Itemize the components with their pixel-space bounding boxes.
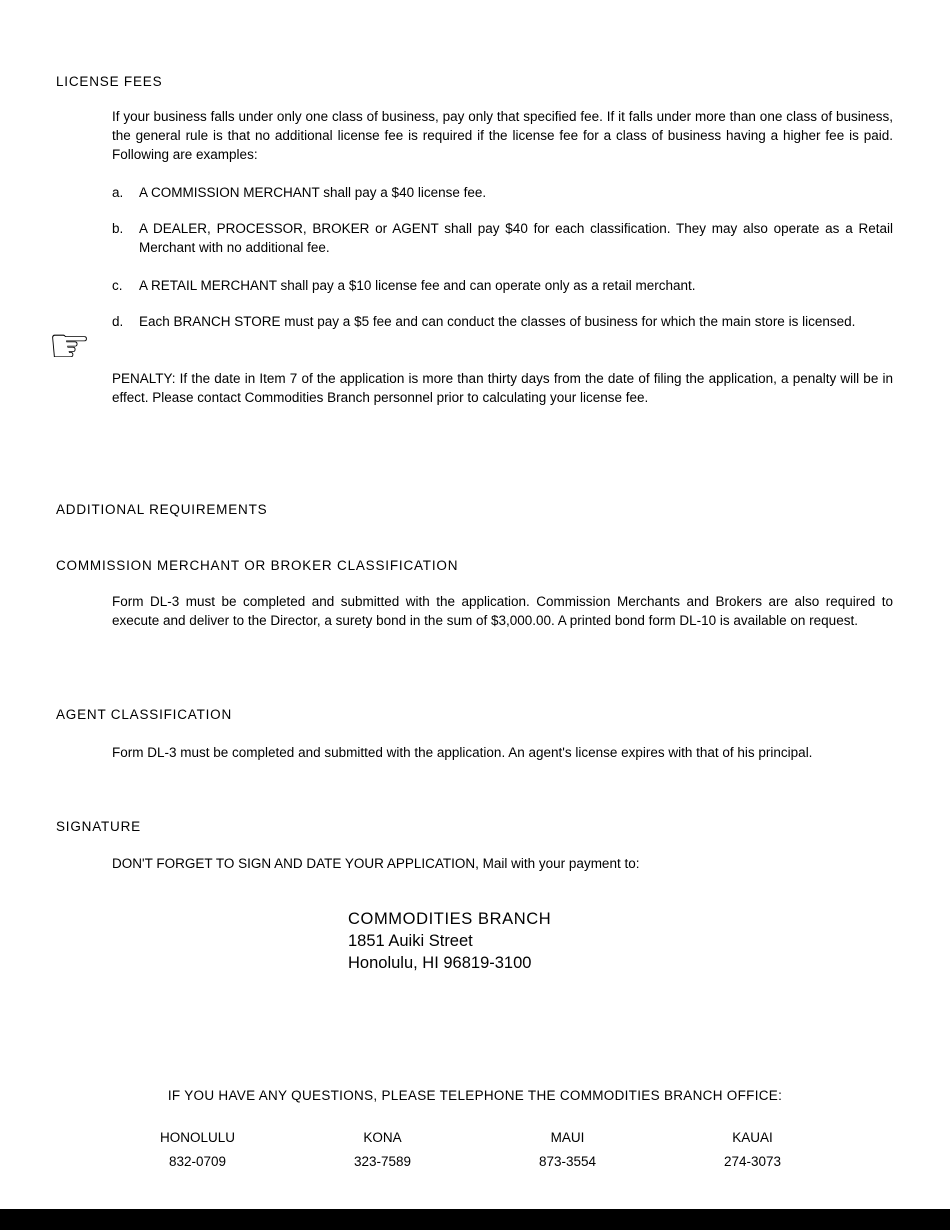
list-item-text: A DEALER, PROCESSOR, BROKER or AGENT shall pay $40 for each classification. They may also operate as a Retail Merchant with no additional fee. [139,221,893,255]
mailing-address-block [348,908,551,974]
list-item-label: b. [112,221,124,236]
license-fees-heading: LICENSE FEES [56,74,163,89]
office-kauai [660,1128,845,1171]
list-item-label: d. [112,314,124,329]
list-item-a [112,183,893,202]
office-phone: 323-7589 [353,1154,412,1169]
address-line-1: COMMODITIES BRANCH [348,910,552,928]
additional-requirements-heading: ADDITIONAL REQUIREMENTS [56,502,268,517]
list-item-d [112,312,893,331]
commission-merchant-heading: COMMISSION MERCHANT OR BROKER CLASSIFICATION [56,558,459,573]
office-phone-table [105,1128,845,1171]
license-fees-intro: If your business falls under only one class of business, pay only that specified fee. If it falls under more than one class of business, the general rule is that no additional license fee is required if the license fee for a class of business having a higher fee is paid. Following are examples: [112,109,893,162]
office-phone: 274-3073 [723,1154,782,1169]
office-phone: 832-0709 [168,1154,227,1169]
pointing-hand-icon: ☞ [48,318,92,374]
list-item-b [112,219,893,257]
office-name: MAUI [550,1130,585,1145]
office-name: HONOLULU [159,1130,235,1145]
signature-instruction: DON'T FORGET TO SIGN AND DATE YOUR APPLICATION, Mail with your payment to: [112,856,640,871]
office-honolulu [105,1128,290,1171]
office-phone: 873-3554 [538,1154,597,1169]
agent-classification-heading: AGENT CLASSIFICATION [56,707,233,722]
office-name: KAUAI [732,1130,773,1145]
agent-classification-paragraph: Form DL-3 must be completed and submitted with the application. An agent's license expires with that of his principal. [112,745,813,760]
address-line-2: 1851 Auiki Street [348,932,473,950]
office-name: KONA [363,1130,402,1145]
list-item-label: c. [112,278,123,293]
list-item-text: A COMMISSION MERCHANT shall pay a $40 license fee. [139,185,487,200]
questions-line: IF YOU HAVE ANY QUESTIONS, PLEASE TELEPHONE THE COMMODITIES BRANCH OFFICE: [167,1088,783,1103]
page-bottom-scan-bar [0,1209,950,1230]
office-kona [290,1128,475,1171]
list-item-c [112,276,893,295]
list-item-text: A RETAIL MERCHANT shall pay a $10 license fee and can operate only as a retail merchant. [139,278,696,293]
list-item-label: a. [112,185,124,200]
penalty-paragraph: PENALTY: If the date in Item 7 of the application is more than thirty days from the date of filing the application, a penalty will be in effect. Please contact Commodities Branch personnel prior to calculating your license fee. [112,371,893,405]
commission-merchant-paragraph: Form DL-3 must be completed and submitted with the application. Commission Merchants and Brokers are also required to execute and deliver to the Director, a surety bond in the sum of $3,000.00. A printed bond form DL-10 is available on request. [112,594,893,628]
office-maui [475,1128,660,1171]
signature-heading: SIGNATURE [56,819,141,834]
address-line-3: Honolulu, HI 96819-3100 [348,954,532,972]
list-item-text: Each BRANCH STORE must pay a $5 fee and can conduct the classes of business for which the main store is licensed. [139,314,856,329]
